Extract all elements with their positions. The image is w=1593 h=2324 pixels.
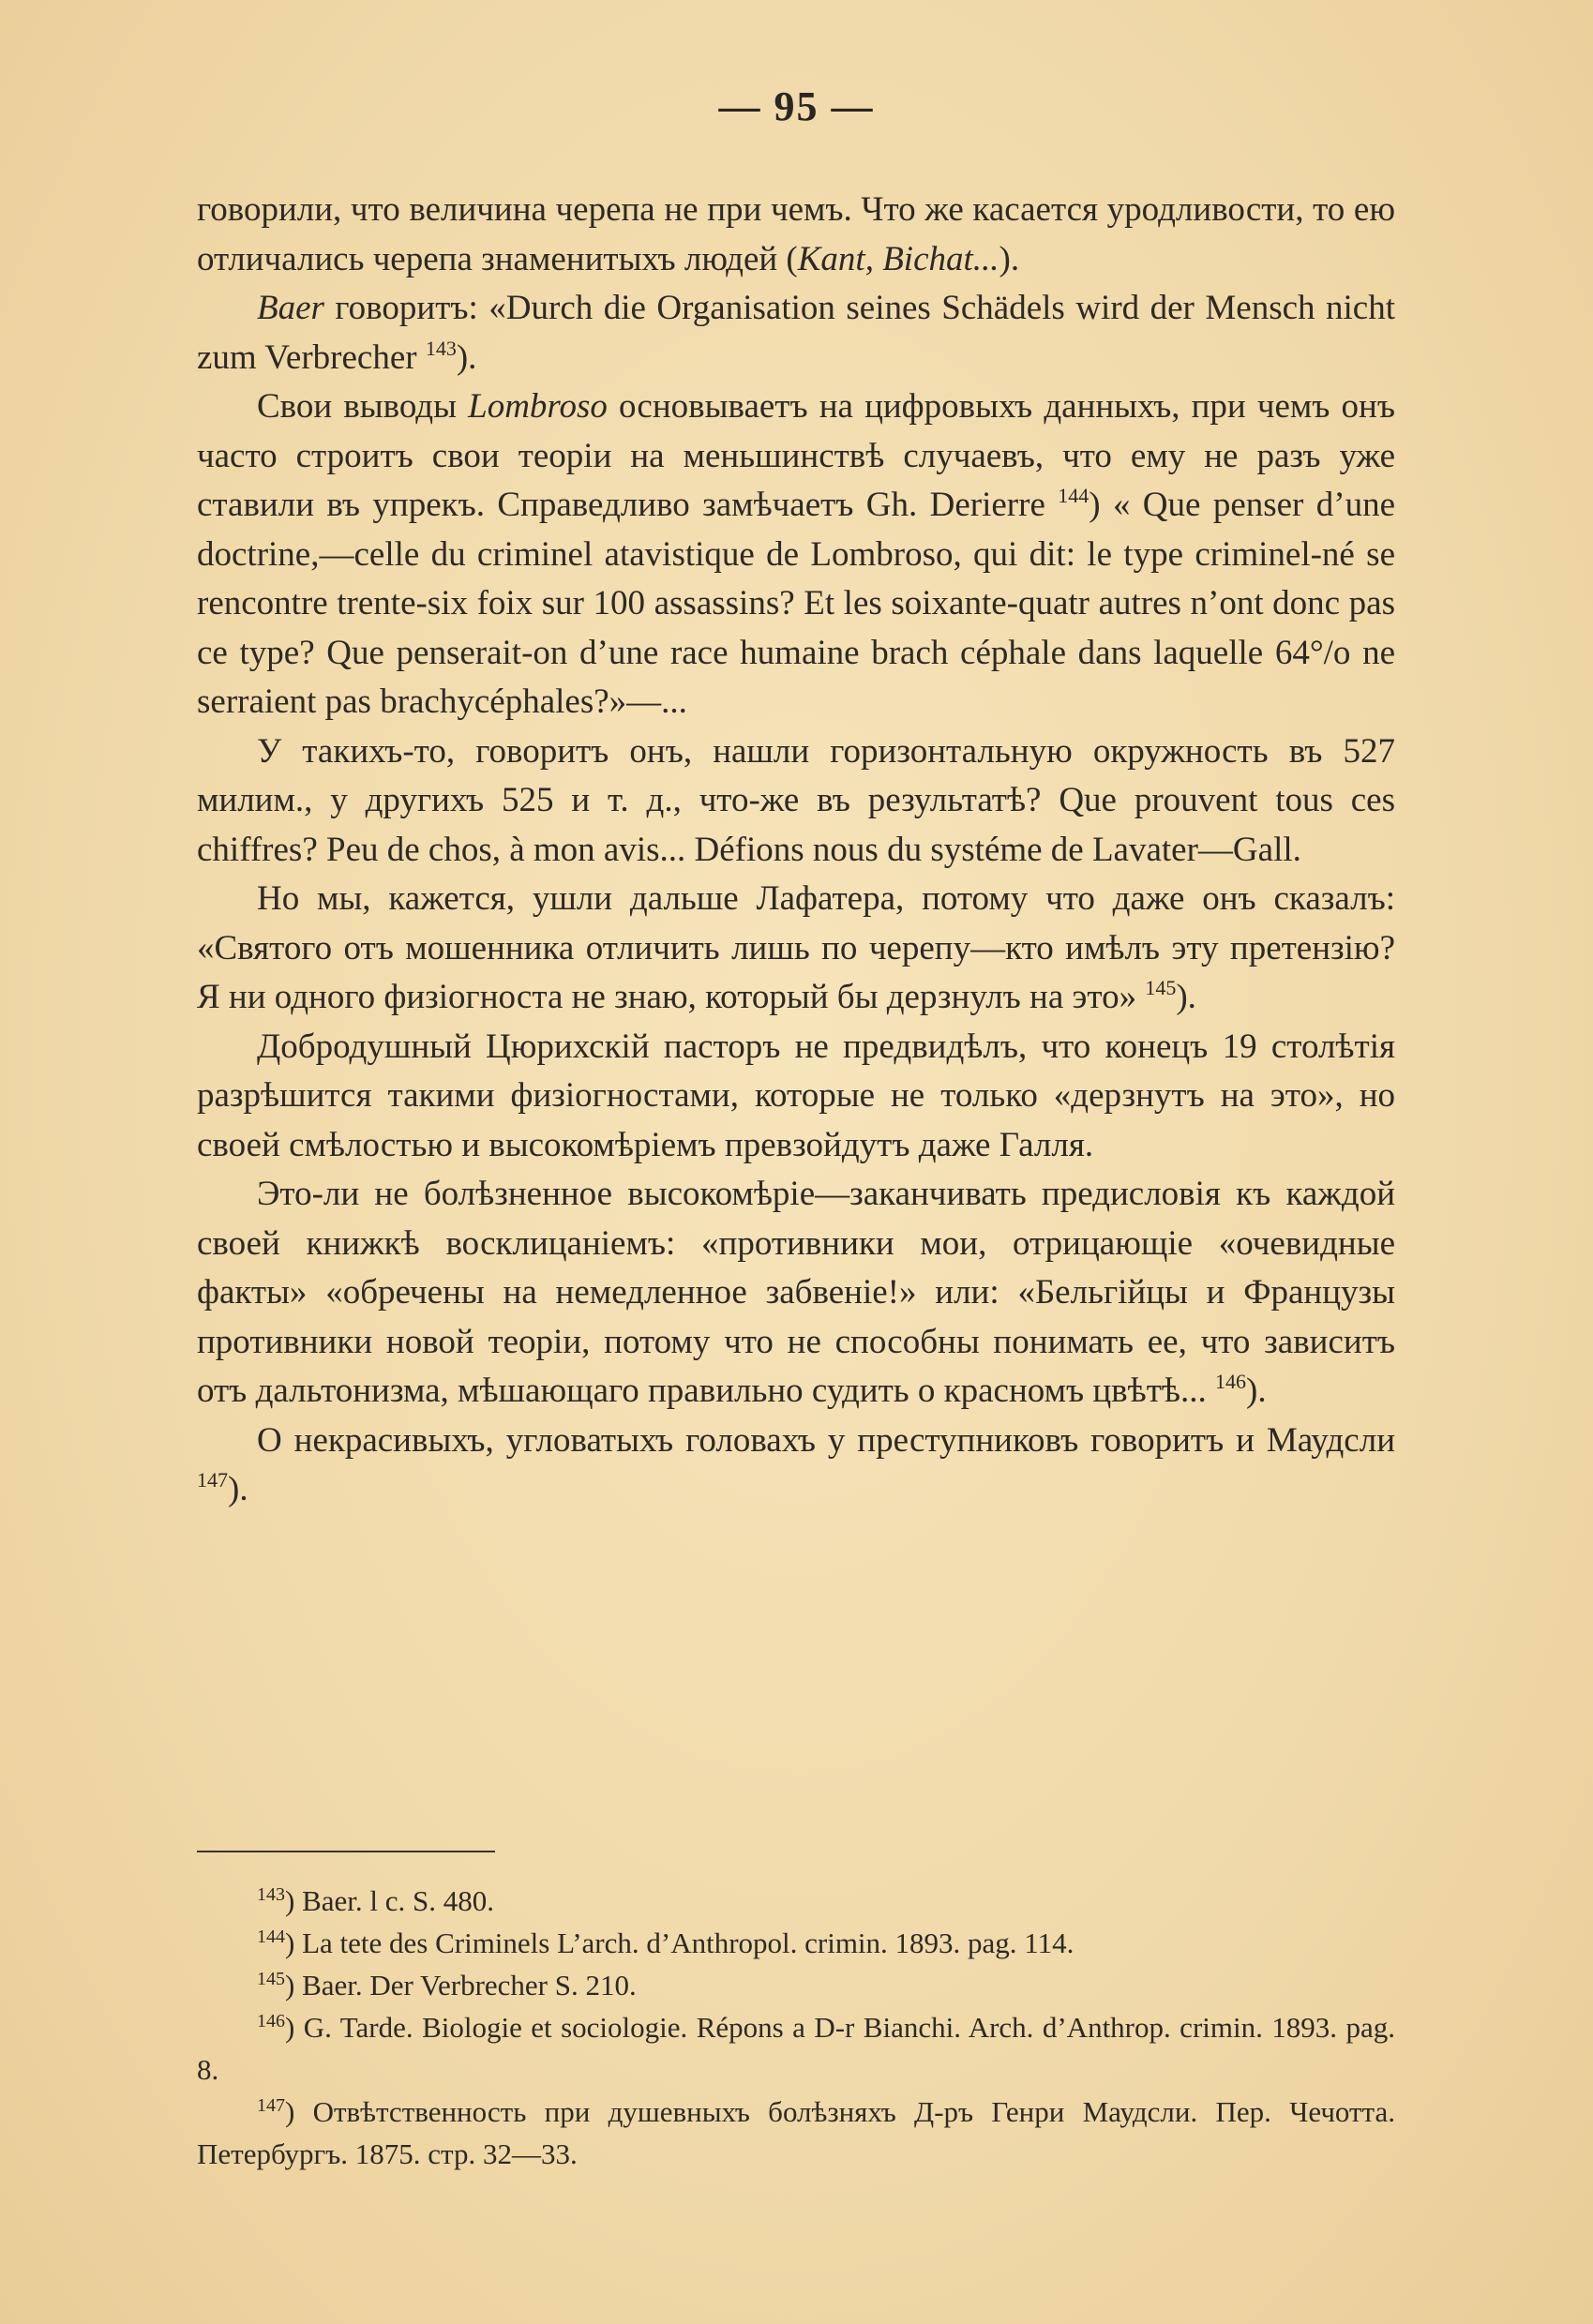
footnote xyxy=(197,2091,1395,2175)
footnote xyxy=(197,1880,1395,1922)
paragraph-text: ). xyxy=(456,337,477,377)
footnote xyxy=(197,1964,1395,2006)
footnote-ref: 146 xyxy=(1215,1370,1246,1393)
footnote-ref: 145 xyxy=(1145,976,1177,999)
italic-text: Lombroso xyxy=(468,387,608,426)
paragraph-3 xyxy=(197,382,1395,727)
paragraph-text: ). xyxy=(999,239,1020,278)
paragraph-text: Свои выводы xyxy=(257,387,469,426)
paragraph-8 xyxy=(197,1417,1395,1515)
footnote-number: 144 xyxy=(257,1927,285,1947)
paragraph-text: Но мы, кажется, ушли дальше Лафатера, потому что даже онъ сказалъ: «Святого отъ мошенника отличить лишь по черепу—кто имѣлъ эту претензію? Я ни одного физіогноста не знаю, который бы дерзнулъ на это» xyxy=(197,879,1395,1016)
paragraph-text: Это-ли не болѣзненное высокомѣріе—заканчивать предисловія къ каждой своей книжкѣ восклицаніемъ: «противники мои, отрицающіе «очевидные факты» «обречены на немедленное забвеніе!» или: «Бельгійцы и Французы противники новой теоріи, потому что не способны понимать ее, что зависитъ отъ дальтонизма, мѣшающаго правильно судить о красномъ цвѣтѣ... xyxy=(197,1175,1395,1410)
footnote-number: 146 xyxy=(257,2011,285,2032)
paragraph-text: О некрасивыхъ, угловатыхъ головахъ у преступниковъ говоритъ и Маудсли xyxy=(257,1420,1395,1460)
footnote-number: 143 xyxy=(257,1884,285,1905)
page-number: — 95 — xyxy=(718,83,875,129)
footnote-text: ) Baer. Der Verbrecher S. 210. xyxy=(285,1969,637,2002)
footnote-text: ) Отвѣтственность при душевныхъ болѣзняхъ Д-ръ Генри Маудсли. Пер. Чечотта. Петербургъ. 1875. стр. 32—33. xyxy=(197,2095,1395,2170)
footnote-ref: 143 xyxy=(425,336,457,360)
paragraph-text: У такихъ-то, говоритъ онъ, нашли горизонтальную окружность въ 527 милим., у другихъ 525 и т. д., что-же въ результатѣ? Que prouvent tous ces chiffres? Peu de chos, à mon avis... Défions nous du systéme de Lavater—Gall. xyxy=(197,731,1395,869)
paragraph-text: говорили, что величина черепа не при чемъ. Что же касается уродливости, то ею отличались черепа знаменитыхъ людей ( xyxy=(197,190,1395,278)
footnote-number: 145 xyxy=(257,1969,285,1989)
paragraph-text: ). xyxy=(1176,978,1196,1016)
footnote-ref: 144 xyxy=(1058,484,1090,507)
paragraph-4 xyxy=(197,727,1395,876)
paragraph-7 xyxy=(197,1170,1395,1417)
footnote-ref: 147 xyxy=(197,1468,228,1492)
footnote xyxy=(197,1922,1395,1964)
paragraph-text: Добродушный Цюрихскій пасторъ не предвидѣлъ, что конецъ 19 столѣтія разрѣшится такими физіогностами, которые не только «дерзнутъ на это», но своей смѣлостью и высокомѣріемъ превзойдутъ даже Галля. xyxy=(197,1027,1395,1164)
paragraph-text: говоритъ: «Durch die Organisation seines Schädels wird der Mensch nicht zum Verbrecher xyxy=(197,289,1395,377)
paragraph-text: ) « Que penser d’une doctrine,—celle du criminel atavistique de Lombroso, qui dit: le type criminel-né se rencontre trente-six foix sur 100 assassins? Et les soixante-quatr autres n’ont donc pas ce type? Que penserait-on d’une race humaine brach céphale dans laquelle 64°/o ne serraient pas brachycéphales?»—... xyxy=(197,486,1395,721)
italic-text: Kant, Bichat... xyxy=(797,239,999,278)
paragraph-6 xyxy=(197,1023,1395,1171)
footnote xyxy=(197,2006,1395,2091)
body-text xyxy=(197,186,1395,1515)
footnote-number: 147 xyxy=(257,2095,285,2116)
footnote-text: ) Baer. l c. S. 480. xyxy=(285,1884,494,1917)
italic-text: Baer xyxy=(257,289,324,327)
paragraph-5 xyxy=(197,875,1395,1023)
footnotes xyxy=(197,1880,1395,2175)
footnote-text: ) G. Tarde. Biologie et sociologie. Répons a D-r Bianchi. Arch. d’Anthrop. crimin. 1893. pag. 8. xyxy=(197,2011,1395,2086)
paragraph-text: ). xyxy=(228,1470,248,1508)
paragraph-1 xyxy=(197,186,1395,284)
footnote-divider xyxy=(197,1851,495,1852)
footnote-text: ) La tete des Criminels L’arch. d’Anthropol. crimin. 1893. pag. 114. xyxy=(285,1927,1075,1959)
paragraph-text: основываетъ на цифровыхъ данныхъ, при чемъ онъ часто строитъ свои теоріи на меньшинствѣ случаевъ, что ему не разъ уже ставили въ упрекъ. Справедливо замѣчаетъ Gh. Derierre xyxy=(197,387,1395,524)
paragraph-2 xyxy=(197,284,1395,382)
paragraph-text: ). xyxy=(1246,1372,1267,1410)
